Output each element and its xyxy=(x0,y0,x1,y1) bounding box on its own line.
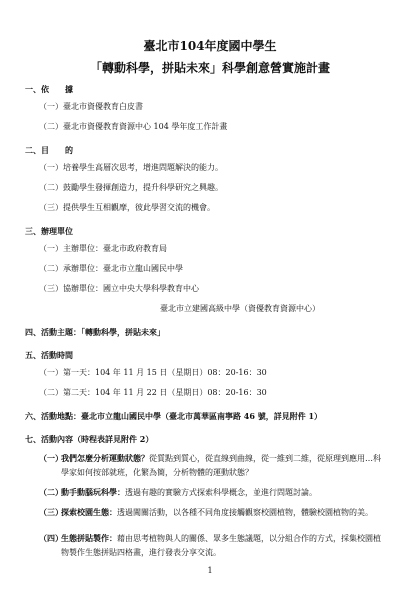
activity-text: 從質點到質心，從直線到曲線，從一維到二維，從原理到應用…科學家如何按部就班，化繁為簡，分析物體的運動狀態？ xyxy=(61,454,381,477)
section-3-extra: 臺北市立建國高級中學（資優教育資源中心） xyxy=(160,304,320,313)
section-5-item: （一）第一天：104 年 11 月 15 日（星期日）08：20-16：30 xyxy=(39,368,267,377)
activity-text: 藉由思考植物與人的關係、眾多生態議題，以分組合作的方式，採集校園植物製作生態拼貼四格畫，進行發表分享交流。 xyxy=(61,534,381,557)
activity-text: 透過有趣的實驗方式探索科學概念，並進行問題討論。 xyxy=(125,488,317,497)
document-title-line2: 「轉動科學，拼貼未來」科學創意營實施計畫 xyxy=(89,61,330,75)
document-title-line1: 臺北市104年度國中學生 xyxy=(143,39,277,53)
section-1-heading: 一、依 據 xyxy=(25,84,73,94)
section-2-item: （二）鼓勵學生發揮創造力，提升科學研究之興趣。 xyxy=(39,183,223,192)
activity-title: 生態拼貼製作： xyxy=(61,533,117,543)
activity-title: 我們怎麼分析運動狀態？ xyxy=(61,453,149,463)
section-5-item: （二）第二天：104 年 11 月 22 日（星期日）08：20-16：30 xyxy=(39,388,267,397)
activity-item xyxy=(39,531,384,560)
section-2-item: （三）提供學生互相觀摩，彼此學習交流的機會。 xyxy=(39,203,215,212)
activity-item xyxy=(39,451,384,480)
activity-item xyxy=(39,505,384,520)
section-2-item: （一）培養學生高層次思考，增進問題解決的能力。 xyxy=(39,163,223,172)
activity-number: （四） xyxy=(39,533,63,543)
section-3-item: （二）承辦單位：臺北市立龍山國民中學 xyxy=(39,264,183,273)
activity-number: （一） xyxy=(39,453,63,463)
activity-number: （三） xyxy=(39,507,63,517)
section-1-item: （一）臺北市資優教育白皮書 xyxy=(39,102,143,111)
section-1-item: （二）臺北市資優教育資源中心 104 學年度工作計畫 xyxy=(39,122,228,131)
section-3-item: （三）協辦單位：國立中央大學科學教育中心 xyxy=(39,284,199,293)
section-7-heading: 七、活動內容（時程表詳見附件 2） xyxy=(25,434,154,444)
activity-text: 透過闖關活動，以各種不同角度接觸觀察校園植物，體驗校園植物的美。 xyxy=(117,508,373,517)
section-4-heading: 四、活動主題：「轉動科學，拼貼未來」 xyxy=(25,327,165,337)
activity-title: 探索校園生態： xyxy=(61,507,117,517)
activity-number: （二） xyxy=(39,487,63,497)
activity-item xyxy=(39,485,384,500)
section-3-heading: 三、辦理單位 xyxy=(25,226,73,236)
activity-title: 動手動腦玩科學： xyxy=(61,487,125,497)
section-2-heading: 二、目 的 xyxy=(25,145,73,155)
page-number: 1 xyxy=(207,566,213,575)
section-6-heading: 六、活動地點：臺北市立龍山國民中學（臺北市萬華區南寧路 46 號，詳見附件 1） xyxy=(25,411,323,421)
section-5-heading: 五、活動時間 xyxy=(25,350,73,360)
section-3-item: （一）主辦單位：臺北市政府教育局 xyxy=(39,244,167,253)
